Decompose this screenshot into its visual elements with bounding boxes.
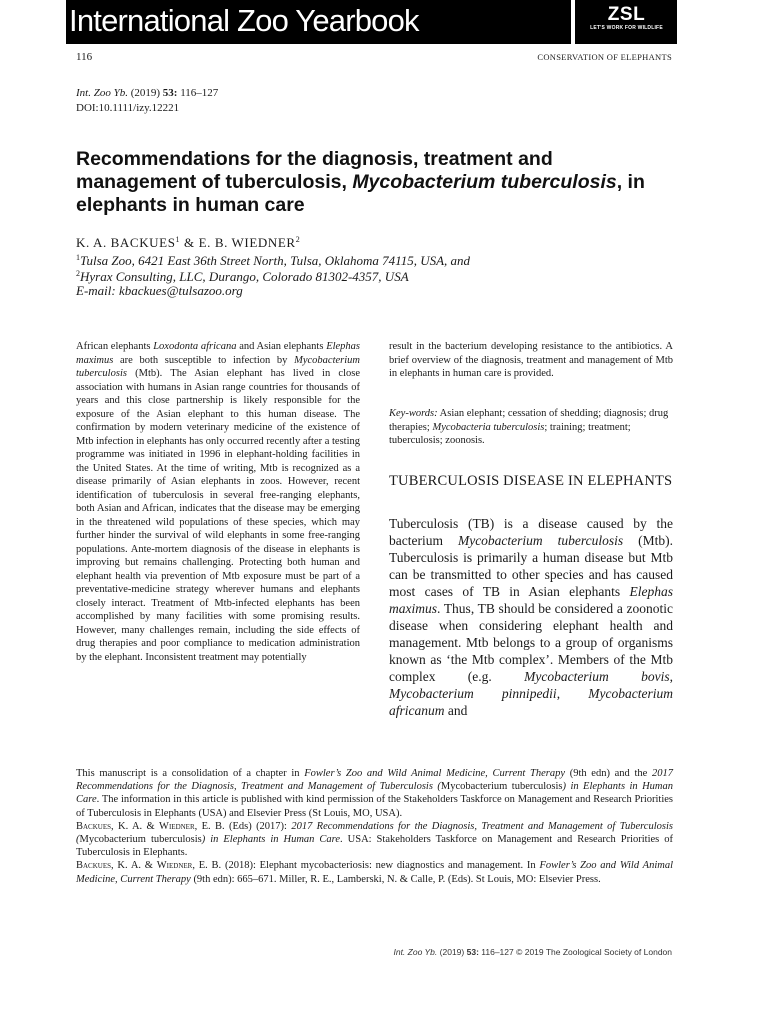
author-line: K. A. BACKUES$^1$ & E. B. WIEDNER$^2$ bbox=[76, 235, 301, 250]
citation-block bbox=[76, 86, 218, 116]
citation-pages: 116–127 bbox=[180, 87, 219, 99]
zsl-logo-mark: ZSL bbox=[607, 4, 646, 25]
citation-journal: Int. Zoo Yb. bbox=[76, 87, 128, 99]
zsl-logo bbox=[576, 0, 677, 44]
doi: DOI:10.1111/izy.12221 bbox=[76, 102, 180, 114]
footnote-reference-2: Backues, K. A. & Wiedner, E. B. (2018): Elephant mycobacteriosis: new diagnostics and management. In Fowler’s Zoo and Wild Animal Medicine, Current Therapy (9th edn): 665–671. Miller, R. E., Lamberski, N. & Calle, P. (Eds). St Louis, MO: Elsevier Press. bbox=[76, 860, 673, 885]
author-1: K. A. BACKUES bbox=[76, 235, 176, 250]
keywords: Key-words: Asian elephant; cessation of shedding; diagnosis; drug therapies; Mycobacteria tuberculosis; training; treatment; tuberculosis; zoonosis. bbox=[389, 408, 669, 446]
author-email: E-mail: kbackues@tulsazoo.org bbox=[76, 283, 243, 298]
section-body: Tuberculosis (TB) is a disease caused by the bacterium Mycobacterium tuberculosis (Mtb). Tuberculosis is primarily a human disease but Mtb can be transmitted to other species and has caused most cases of TB in Asian elephants Elephas maximus. Thus, TB should be considered a zoonotic disease when considering elephant health and management. Mtb belongs to a group of organisms known as ‘the Mtb complex’. Members of the Mtb complex (e.g. Mycobacterium bovis, Mycobacterium pinnipedii, Mycobacterium africanum and bbox=[389, 516, 674, 718]
page-footer: Int. Zoo Yb. (2019) 53: 116–127 © 2019 The Zoological Society of London bbox=[393, 947, 672, 957]
footnotes bbox=[76, 767, 673, 886]
affiliation-1: $^1$Tulsa Zoo, 6421 East 36th Street North, Tulsa, Oklahoma 74115, USA, and bbox=[76, 253, 471, 268]
journal-banner bbox=[66, 0, 677, 44]
section-heading: TUBERCULOSIS DISEASE IN ELEPHANTS bbox=[389, 473, 673, 489]
citation-year: (2019) bbox=[130, 87, 161, 99]
footnote-manuscript: This manuscript is a consolidation of a chapter in Fowler’s Zoo and Wild Animal Medicine, Current Therapy (9th edn) and the 2017 Recommendations for the Diagnosis, Treatment and Management of Tuberculosis (Mycobacterium tuberculosis) in Elephants in Human Care. The information in this article is published with kind permission of the Stakeholders Taskforce on Management and Research Priorities of Tuberculosis in Elephants (USA) and Elsevier Press (St Louis, MO, USA). bbox=[76, 768, 674, 819]
abstract-continued: result in the bacterium developing resistance to the antibiotics. A brief overview of the diagnosis, treatment and management of Mtb in elephants in human care is provided. bbox=[389, 341, 673, 379]
section-running-header: CONSERVATION OF ELEPHANTS bbox=[537, 52, 672, 62]
article-title: Recommendations for the diagnosis, treatment and management of tuberculosis, Mycobacterium tuberculosis, in elephants in human care bbox=[76, 148, 645, 216]
zsl-logo-tagline: LET'S WORK FOR WILDLIFE bbox=[590, 25, 663, 31]
affiliation-2: $^2$Hyrax Consulting, LLC, Durango, Colorado 81302-4357, USA bbox=[76, 269, 409, 284]
page-number: 116 bbox=[76, 51, 93, 63]
footnote-reference-1: Backues, K. A. & Wiedner, E. B. (Eds) (2017): 2017 Recommendations for the Diagnosis, Treatment and Management of Tuberculosis (Mycobacterium tuberculosis) in Elephants in Human Care. USA: Stakeholders Taskforce on Management and Research Priorities of Tuberculosis in Elephants. bbox=[76, 820, 673, 859]
author-2: E. B. WIEDNER bbox=[198, 235, 296, 250]
citation-volume: 53: bbox=[162, 87, 178, 99]
banner-divider bbox=[571, 0, 575, 44]
abstract-text: African elephants Loxodonta africana and Asian elephants Elephas maximus are both susceptible to infection by Mycobacterium tuberculosis (Mtb). The Asian elephant has lived in close association with humans in Asian range countries for thousands of years and this close partnership is likely responsible for the exposure of the Asian elephant to this human disease. The confirmation by modern veterinary medicine of the existence of Mtb infection in elephants has only occurred recently after a testing programme was initiated in 1996 in elephant-holding facilities in the United States. At the time of writing, Mtb is recognized as a disease primarily of Asian elephants in zoos. However, recent identification of tuberculosis in several free-ranging elephants, both Asian and African, indicates that the disease may be emerging in the threatened wild populations of these species, which may further hinder the survival of wild elephants in some free-ranging populations. Ante-mortem diagnosis of the disease in elephants is improving but remains challenging. Protecting both human and elephant health via prevention of Mtb exposure must be part of a preventative-medicine strategy wherever humans and elephants closely interact. Treatment of Mtb-infected elephants has been accomplished by many facilities with some promising results. However, many challenges remain, including the side effects of drug therapies and poor compliance to medication administration by the elephant. Inconsistent treatment may potentially bbox=[76, 341, 361, 663]
keywords-label: Key-words: bbox=[389, 408, 438, 419]
journal-title: International Zoo Yearbook bbox=[69, 3, 419, 38]
